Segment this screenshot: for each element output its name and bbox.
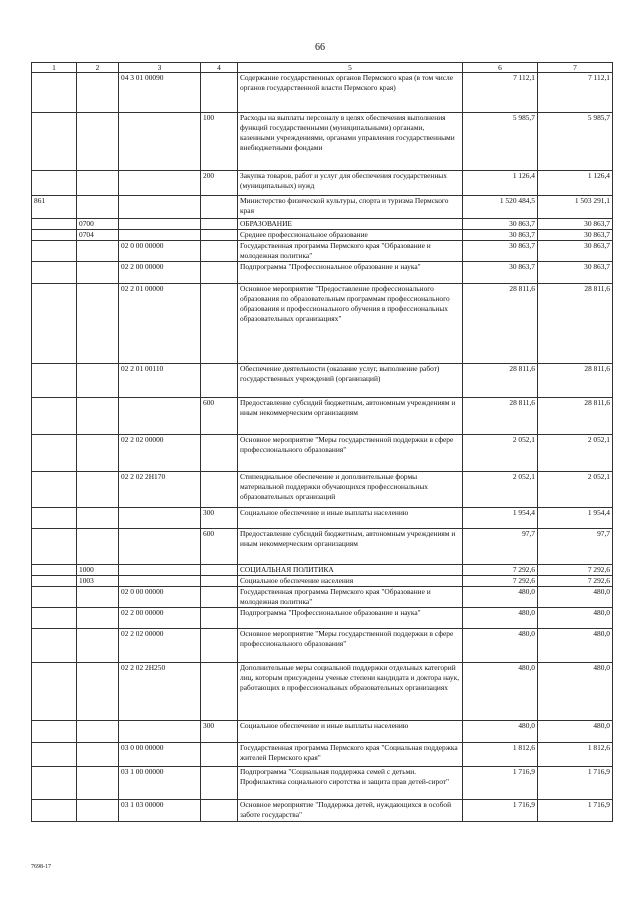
ministry-code: [32, 529, 77, 565]
expense-type-code: [201, 587, 238, 608]
expense-type-code: [201, 241, 238, 262]
amount-year-1: 2 052,1: [463, 472, 538, 508]
ministry-code: [32, 284, 77, 364]
amount-year-1: 28 811,6: [463, 364, 538, 398]
amount-year-2: 2 052,1: [538, 435, 613, 472]
section-code: [77, 508, 119, 529]
amount-year-2: 30 863,7: [538, 230, 613, 241]
ministry-code: [32, 398, 77, 435]
target-article-code: 03 0 00 00000: [119, 743, 201, 767]
column-number: 5: [238, 63, 463, 73]
ministry-code: [32, 721, 77, 743]
item-name: Закупка товаров, работ и услуг для обеспечения государственных (муниципальных) нужд: [238, 171, 463, 196]
table-row: [32, 800, 613, 822]
amount-year-1: 30 863,7: [463, 219, 538, 230]
ministry-code: [32, 576, 77, 587]
amount-year-2: 30 863,7: [538, 219, 613, 230]
target-article-code: [119, 113, 201, 171]
table-row: [32, 284, 613, 364]
item-name: Расходы на выплаты персоналу в целях обеспечения выполнения функций государственными (муниципальными) органами, казенными учреждениями, органами управления государственными внебюджетными фондами: [238, 113, 463, 171]
amount-year-1: 1 716,9: [463, 800, 538, 822]
item-name: Государственная программа Пермского края "Образование и молодежная политика": [238, 241, 463, 262]
amount-year-2: 1 716,9: [538, 800, 613, 822]
expense-type-code: 100: [201, 113, 238, 171]
amount-year-1: 5 985,7: [463, 113, 538, 171]
table-row: [32, 262, 613, 284]
section-code: [77, 608, 119, 629]
target-article-code: 02 2 01 00000: [119, 284, 201, 364]
target-article-code: 02 2 00 00000: [119, 608, 201, 629]
expense-type-code: [201, 800, 238, 822]
amount-year-2: 30 863,7: [538, 262, 613, 284]
target-article-code: [119, 565, 201, 576]
amount-year-2: 28 811,6: [538, 398, 613, 435]
item-name: Обеспечение деятельности (оказание услуг, выполнение работ) государственных учреждений (организаций): [238, 364, 463, 398]
ministry-code: [32, 171, 77, 196]
item-name: СОЦИАЛЬНАЯ ПОЛИТИКА: [238, 565, 463, 576]
expense-type-code: [201, 219, 238, 230]
ministry-code: [32, 219, 77, 230]
expense-type-code: [201, 73, 238, 113]
amount-year-1: 480,0: [463, 629, 538, 663]
section-code: [77, 663, 119, 721]
table-row: [32, 508, 613, 529]
amount-year-1: 480,0: [463, 721, 538, 743]
table-row: [32, 364, 613, 398]
table-row: [32, 629, 613, 663]
amount-year-2: 97,7: [538, 529, 613, 565]
target-article-code: 02 0 00 00000: [119, 587, 201, 608]
target-article-code: 02 2 02 00000: [119, 435, 201, 472]
column-number-row: [32, 63, 613, 73]
item-name: Содержание государственных органов Пермского края (в том числе органов государственной власти Пермского края): [238, 73, 463, 113]
amount-year-1: 28 811,6: [463, 398, 538, 435]
amount-year-2: 2 052,1: [538, 472, 613, 508]
expense-type-code: 600: [201, 398, 238, 435]
item-name: Предоставление субсидий бюджетным, автономным учреждениям и иным некоммерческим организациям: [238, 398, 463, 435]
expense-type-code: [201, 767, 238, 800]
table-row: [32, 576, 613, 587]
amount-year-1: 1 812,6: [463, 743, 538, 767]
ministry-code: [32, 587, 77, 608]
expense-type-code: [201, 629, 238, 663]
expense-type-code: [201, 663, 238, 721]
ministry-code: [32, 629, 77, 663]
amount-year-2: 1 812,6: [538, 743, 613, 767]
table-row: [32, 398, 613, 435]
amount-year-1: 30 863,7: [463, 241, 538, 262]
item-name: Дополнительные меры социальной поддержки отдельных категорий лиц, которым присуждены ученые степени кандидата и доктора наук, работающих в профессиональных образовательных организациях: [238, 663, 463, 721]
ministry-code: [32, 73, 77, 113]
expense-type-code: 600: [201, 529, 238, 565]
target-article-code: 02 2 01 00110: [119, 364, 201, 398]
amount-year-1: 30 863,7: [463, 262, 538, 284]
expense-type-code: [201, 230, 238, 241]
amount-year-1: 30 863,7: [463, 230, 538, 241]
ministry-code: [32, 262, 77, 284]
target-article-code: [119, 721, 201, 743]
amount-year-2: 30 863,7: [538, 241, 613, 262]
amount-year-2: 480,0: [538, 721, 613, 743]
ministry-code: [32, 565, 77, 576]
table-row: [32, 663, 613, 721]
section-code: [77, 721, 119, 743]
expense-type-code: [201, 435, 238, 472]
amount-year-1: 480,0: [463, 663, 538, 721]
target-article-code: [119, 219, 201, 230]
section-code: 0700: [77, 219, 119, 230]
amount-year-1: 97,7: [463, 529, 538, 565]
section-code: 0704: [77, 230, 119, 241]
column-number: 7: [538, 63, 613, 73]
ministry-code: [32, 767, 77, 800]
amount-year-2: 7 292,6: [538, 565, 613, 576]
ministry-code: [32, 743, 77, 767]
section-code: [77, 73, 119, 113]
target-article-code: [119, 529, 201, 565]
expense-type-code: [201, 262, 238, 284]
target-article-code: [119, 230, 201, 241]
amount-year-2: 1 126,4: [538, 171, 613, 196]
target-article-code: 02 2 02 2Н170: [119, 472, 201, 508]
target-article-code: [119, 508, 201, 529]
section-code: [77, 472, 119, 508]
item-name: Основное мероприятие "Меры государственной поддержки в сфере профессионального образования": [238, 629, 463, 663]
section-code: [77, 262, 119, 284]
expense-type-code: [201, 576, 238, 587]
ministry-code: [32, 230, 77, 241]
amount-year-1: 2 052,1: [463, 435, 538, 472]
document-code: 7698-17: [31, 864, 51, 870]
item-name: Стипендиальное обеспечение и дополнительные формы материальной поддержки обучающихся профессиональных образовательных организаций: [238, 472, 463, 508]
item-name: Подпрограмма "Социальная поддержка семей с детьми. Профилактика социального сиротства и защита прав детей-сирот": [238, 767, 463, 800]
expense-type-code: [201, 364, 238, 398]
item-name: Подпрограмма "Профессиональное образование и наука": [238, 608, 463, 629]
section-code: [77, 364, 119, 398]
amount-year-2: 480,0: [538, 629, 613, 663]
expense-type-code: [201, 472, 238, 508]
item-name: Социальное обеспечение населения: [238, 576, 463, 587]
table-row: [32, 241, 613, 262]
table-row: [32, 219, 613, 230]
amount-year-2: 28 811,6: [538, 364, 613, 398]
budget-table: [31, 62, 613, 822]
item-name: Подпрограмма "Профессиональное образование и наука": [238, 262, 463, 284]
amount-year-1: 1 954,4: [463, 508, 538, 529]
amount-year-1: 7 292,6: [463, 565, 538, 576]
column-number: 6: [463, 63, 538, 73]
item-name: ОБРАЗОВАНИЕ: [238, 219, 463, 230]
target-article-code: 03 1 03 00000: [119, 800, 201, 822]
amount-year-2: 1 954,4: [538, 508, 613, 529]
ministry-code: [32, 113, 77, 171]
target-article-code: 02 2 00 00000: [119, 262, 201, 284]
target-article-code: 04 3 01 00090: [119, 73, 201, 113]
item-name: Основное мероприятие "Поддержка детей, нуждающихся в особой заботе государства": [238, 800, 463, 822]
section-code: [77, 767, 119, 800]
target-article-code: [119, 576, 201, 587]
ministry-code: [32, 472, 77, 508]
item-name: Основное мероприятие "Предоставление профессионального образования по образовательным программам профессионального образования и профессионального обучения в профессиональных образовательных организациях": [238, 284, 463, 364]
section-code: [77, 800, 119, 822]
column-number: 4: [201, 63, 238, 73]
ministry-code: [32, 435, 77, 472]
item-name: Министерство физической культуры, спорта и туризма Пермского края: [238, 196, 463, 219]
table-row: [32, 767, 613, 800]
section-code: [77, 171, 119, 196]
item-name: Предоставление субсидий бюджетным, автономным учреждениям и иным некоммерческим организациям: [238, 529, 463, 565]
target-article-code: [119, 398, 201, 435]
amount-year-2: 1 716,9: [538, 767, 613, 800]
table-row: [32, 435, 613, 472]
table-row: [32, 73, 613, 113]
target-article-code: [119, 171, 201, 196]
column-number: 2: [77, 63, 119, 73]
section-code: [77, 587, 119, 608]
amount-year-2: 480,0: [538, 663, 613, 721]
target-article-code: [119, 196, 201, 219]
ministry-code: 861: [32, 196, 77, 219]
expense-type-code: [201, 284, 238, 364]
table-row: [32, 113, 613, 171]
ministry-code: [32, 508, 77, 529]
section-code: [77, 241, 119, 262]
amount-year-1: 1 716,9: [463, 767, 538, 800]
amount-year-1: 1 520 484,5: [463, 196, 538, 219]
amount-year-1: 7 292,6: [463, 576, 538, 587]
item-name: Среднее профессиональное образование: [238, 230, 463, 241]
section-code: [77, 284, 119, 364]
amount-year-2: 7 112,1: [538, 73, 613, 113]
table-row: [32, 721, 613, 743]
item-name: Социальное обеспечение и иные выплаты населению: [238, 508, 463, 529]
ministry-code: [32, 241, 77, 262]
section-code: [77, 629, 119, 663]
target-article-code: 02 2 02 00000: [119, 629, 201, 663]
expense-type-code: [201, 196, 238, 219]
section-code: 1000: [77, 565, 119, 576]
amount-year-2: 1 503 291,1: [538, 196, 613, 219]
target-article-code: 02 2 02 2Н250: [119, 663, 201, 721]
column-number: 1: [32, 63, 77, 73]
expense-type-code: [201, 565, 238, 576]
amount-year-2: 7 292,6: [538, 576, 613, 587]
ministry-code: [32, 663, 77, 721]
item-name: Основное мероприятие "Меры государственной поддержки в сфере профессионального образования": [238, 435, 463, 472]
column-number: 3: [119, 63, 201, 73]
ministry-code: [32, 800, 77, 822]
section-code: [77, 196, 119, 219]
target-article-code: 03 1 00 00000: [119, 767, 201, 800]
table-row: [32, 171, 613, 196]
amount-year-1: 28 811,6: [463, 284, 538, 364]
amount-year-2: 5 985,7: [538, 113, 613, 171]
table-row: [32, 565, 613, 576]
amount-year-2: 480,0: [538, 587, 613, 608]
section-code: 1003: [77, 576, 119, 587]
page-number: 66: [315, 42, 325, 53]
expense-type-code: 300: [201, 508, 238, 529]
section-code: [77, 398, 119, 435]
ministry-code: [32, 364, 77, 398]
item-name: Государственная программа Пермского края "Образование и молодежная политика": [238, 587, 463, 608]
table-row: [32, 608, 613, 629]
item-name: Государственная программа Пермского края "Социальная поддержка жителей Пермского края": [238, 743, 463, 767]
section-code: [77, 435, 119, 472]
expense-type-code: 300: [201, 721, 238, 743]
section-code: [77, 743, 119, 767]
expense-type-code: [201, 743, 238, 767]
amount-year-1: 480,0: [463, 587, 538, 608]
amount-year-1: 1 126,4: [463, 171, 538, 196]
section-code: [77, 529, 119, 565]
item-name: Социальное обеспечение и иные выплаты населению: [238, 721, 463, 743]
table-row: [32, 230, 613, 241]
amount-year-1: 7 112,1: [463, 73, 538, 113]
amount-year-1: 480,0: [463, 608, 538, 629]
ministry-code: [32, 608, 77, 629]
table-row: [32, 587, 613, 608]
table-row: [32, 529, 613, 565]
target-article-code: 02 0 00 00000: [119, 241, 201, 262]
table-row: [32, 743, 613, 767]
table-row: [32, 472, 613, 508]
table-row: [32, 196, 613, 219]
section-code: [77, 113, 119, 171]
amount-year-2: 28 811,6: [538, 284, 613, 364]
expense-type-code: [201, 608, 238, 629]
expense-type-code: 200: [201, 171, 238, 196]
amount-year-2: 480,0: [538, 608, 613, 629]
